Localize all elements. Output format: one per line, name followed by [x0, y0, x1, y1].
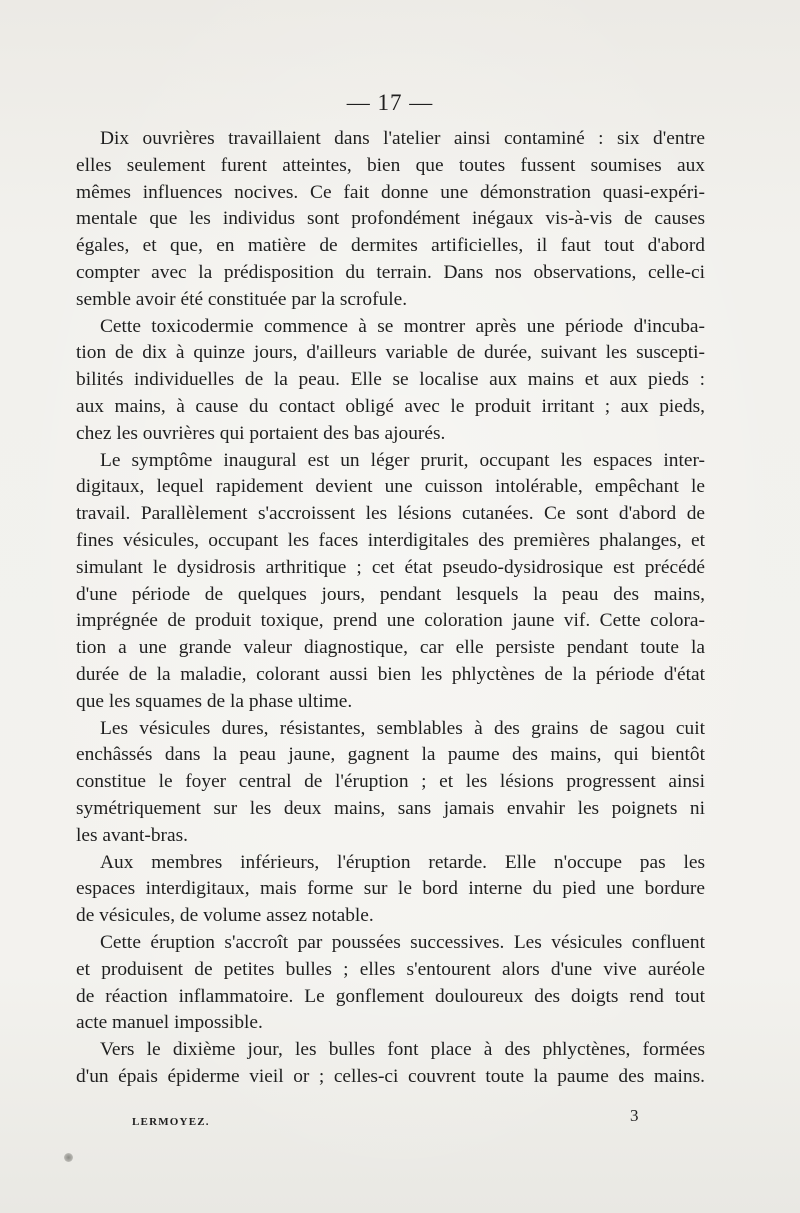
- paragraph: [76, 126, 705, 314]
- text-line: égales, et que, en matière de dermites artificielles, il faut tout d'abord: [76, 235, 705, 257]
- text-line: bilités individuelles de la peau. Elle se localise aux mains et aux pieds :: [76, 369, 705, 391]
- text-line: imprégnée de produit toxique, prend une coloration jaune vif. Cette colora-: [76, 610, 705, 632]
- text-line: acte manuel impossible.: [76, 1012, 263, 1034]
- text-line: espaces interdigitaux, mais forme sur le bord interne du pied une bordure: [76, 878, 705, 900]
- text-line: symétriquement sur les deux mains, sans jamais envahir les poignets ni: [76, 797, 705, 819]
- text-line: d'une période de quelques jours, pendant lesquels la peau des mains,: [76, 583, 705, 605]
- text-line: Cette toxicodermie commence à se montrer après une période d'incuba-: [100, 315, 705, 337]
- text-line: Aux membres inférieurs, l'éruption retarde. Elle n'occupe pas les: [100, 851, 705, 873]
- paragraph: [76, 314, 705, 448]
- printer-signature: LERMOYEZ.: [132, 1116, 210, 1128]
- paragraph: [76, 1037, 705, 1091]
- text-line: enchâssés dans la peau jaune, gagnent la paume des mains, qui bientôt: [76, 744, 705, 766]
- paragraph: [76, 850, 705, 930]
- text-line: constitue le foyer central de l'éruption ; et les lésions progressent ainsi: [76, 771, 705, 793]
- text-line: mêmes influences nocives. Ce fait donne une démonstration quasi-expéri-: [76, 181, 705, 203]
- text-line: que les squames de la phase ultime.: [76, 690, 353, 712]
- text-line: de vésicules, de volume assez notable.: [76, 905, 374, 927]
- text-line: Le symptôme inaugural est un léger prurit, occupant les espaces inter-: [100, 449, 705, 471]
- body-text: [76, 126, 705, 1091]
- text-line: simulant le dysidrosis arthritique ; cet état pseudo-dysidrosique est précédé: [76, 556, 705, 578]
- text-line: Dix ouvrières travaillaient dans l'atelier ainsi contaminé : six d'entre: [100, 128, 705, 149]
- page-footer: [0, 1106, 800, 1136]
- paragraph: [76, 448, 705, 716]
- text-line: Vers le dixième jour, les bulles font place à des phlyctènes, formées: [100, 1039, 705, 1061]
- text-line: fines vésicules, occupant les faces interdigitales des premières phalanges, et: [76, 529, 705, 551]
- paragraph: [76, 930, 705, 1037]
- text-line: semble avoir été constituée par la scrofule.: [76, 288, 408, 310]
- text-line: aux mains, à cause du contact obligé avec le produit irritant ; aux pieds,: [76, 395, 705, 417]
- text-line: compter avec la prédisposition du terrain. Dans nos observations, celle-ci: [76, 261, 705, 283]
- text-line: elles seulement furent atteintes, bien que toutes fussent soumises aux: [76, 154, 705, 176]
- text-line: Cette éruption s'accroît par poussées successives. Les vésicules confluent: [100, 931, 705, 953]
- page-number: — 17 —: [346, 90, 434, 115]
- paragraph: [76, 716, 705, 850]
- text-line: et produisent de petites bulles ; elles s'entourent alors d'une vive auréole: [76, 958, 705, 980]
- sheet-number: 3: [630, 1106, 639, 1125]
- text-line: tion a une grande valeur diagnostique, car elle persiste pendant toute la: [76, 637, 705, 659]
- text-line: d'un épais épiderme vieil or ; celles-ci couvrent toute la paume des mains.: [76, 1065, 705, 1087]
- text-line: les avant-bras.: [76, 824, 188, 846]
- text-line: de réaction inflammatoire. Le gonflement douloureux des doigts rend tout: [76, 985, 705, 1007]
- text-line: durée de la maladie, colorant aussi bien les phlyctènes de la période d'état: [76, 663, 705, 685]
- text-line: Les vésicules dures, résistantes, semblables à des grains de sagou cuit: [100, 717, 705, 739]
- paper-speck: [64, 1153, 73, 1162]
- text-line: digitaux, lequel rapidement devient une cuisson intolérable, empêchant le: [76, 476, 705, 498]
- text-line: chez les ouvrières qui portaient des bas ajourés.: [76, 422, 446, 444]
- text-line: travail. Parallèlement s'accroissent les lésions cutanées. Ce sont d'abord de: [76, 503, 705, 525]
- text-line: tion de dix à quinze jours, d'ailleurs variable de durée, suivant les suscepti-: [76, 342, 705, 364]
- text-line: mentale que les individus sont profondément inégaux vis-à-vis de causes: [76, 208, 705, 230]
